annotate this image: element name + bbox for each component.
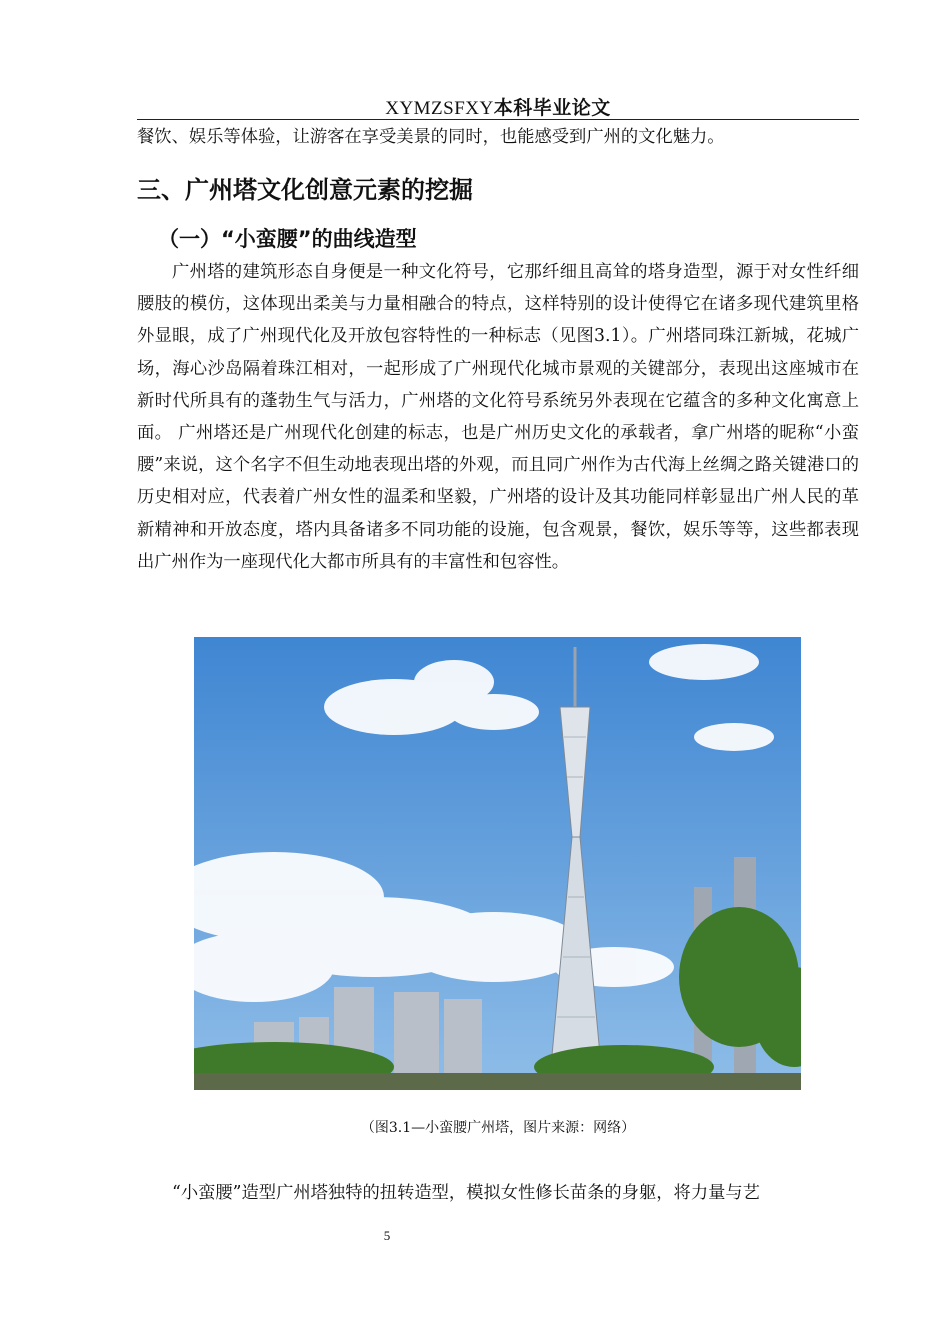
header-title: 本科毕业论文 [493, 97, 611, 119]
header-rule [137, 119, 859, 120]
figure-caption: （图3.1—小蛮腰广州塔，图片来源：网络） [360, 1120, 636, 1136]
running-header [137, 93, 859, 121]
canton-tower-photo [194, 637, 801, 1090]
page-number: 5 [383, 1228, 391, 1243]
subsection-heading: （一）“小蛮腰”的曲线造型 [158, 227, 417, 251]
last-paragraph: “小蛮腰”造型广州塔独特的扭转造型，模拟女性修长苗条的身躯，将力量与艺 [172, 1183, 760, 1203]
continuation-paragraph: 餐饮、娱乐等体验，让游客在享受美景的同时，也能感受到广州的文化魅力。 [137, 127, 725, 147]
header-code: XYMZSFXY [385, 98, 494, 119]
photo-illustration [194, 637, 801, 1090]
section-heading: 三、广州塔文化创意元素的挖掘 [137, 176, 473, 204]
body-paragraph: 广州塔的建筑形态自身便是一种文化符号，它那纤细且高耸的塔身造型，源于对女性纤细腰肢的模仿，这体现出柔美与力量相融合的特点，这样特别的设计使得它在诸多现代建筑里格外显眼，成了广州现代化及开放包容特性的一种标志（见图3.1）。广州塔同珠江新城，花城广场，海心沙岛隔着珠江相对，一起形成了广州现代化城市景观的关键部分，表现出这座城市在新时代所具有的蓬勃生气与活力，广州塔的文化符号系统另外表现在它蕴含的多种文化寓意上面。 广州塔还是广州现代化创建的标志，也是广州历史文化的承载者，拿广州塔的昵称“小蛮腰”来说，这个名字不但生动地表现出塔的外观，而且同广州作为古代海上丝绸之路关键港口的历史相对应，代表着广州女性的温柔和坚毅，广州塔的设计及其功能同样彰显出广州人民的革新精神和开放态度，塔内具备诸多不同功能的设施，包含观景，餐饮，娱乐等等，这些都表现出广州作为一座现代化大都市所具有的丰富性和包容性。 [137, 262, 859, 572]
ground [194, 1073, 801, 1090]
